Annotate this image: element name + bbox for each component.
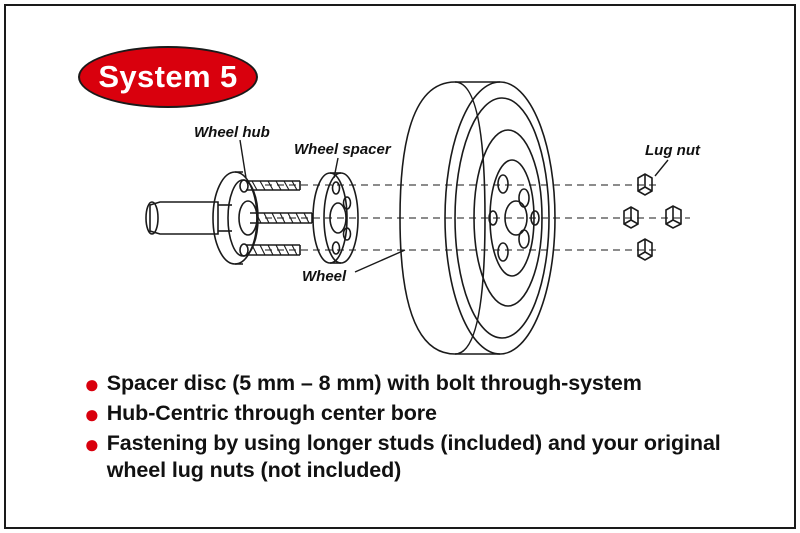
list-item: [84, 370, 764, 398]
callout-label-wheel-hub: Wheel hub: [194, 124, 270, 141]
list-item-text: Fastening by using longer studs (included) and your original wheel lug nuts (not included): [106, 431, 721, 482]
callout-label-wheel: Wheel: [302, 268, 347, 285]
list-item-text: Spacer disc (5 mm – 8 mm) with bolt through-system: [106, 371, 642, 395]
list-item: [84, 430, 764, 484]
badge-label: System 5: [98, 59, 238, 94]
list-item-text: Hub-Centric through center bore: [106, 401, 437, 425]
callout-leader-lines: [240, 140, 668, 272]
bullet-dot-icon: ●: [84, 369, 100, 399]
alignment-dashed-lines: [265, 185, 690, 250]
wheel-hub-part: [213, 172, 258, 264]
axle-shaft-part: [146, 202, 232, 234]
callout-label-wheel-spacer: Wheel spacer: [294, 141, 391, 158]
callout-label-lug-nut: Lug nut: [645, 142, 700, 159]
bullet-dot-icon: ●: [84, 429, 100, 459]
lug-nuts-part: [624, 174, 681, 260]
bullet-dot-icon: ●: [84, 399, 100, 429]
feature-list: [84, 370, 764, 486]
list-item: [84, 400, 764, 428]
